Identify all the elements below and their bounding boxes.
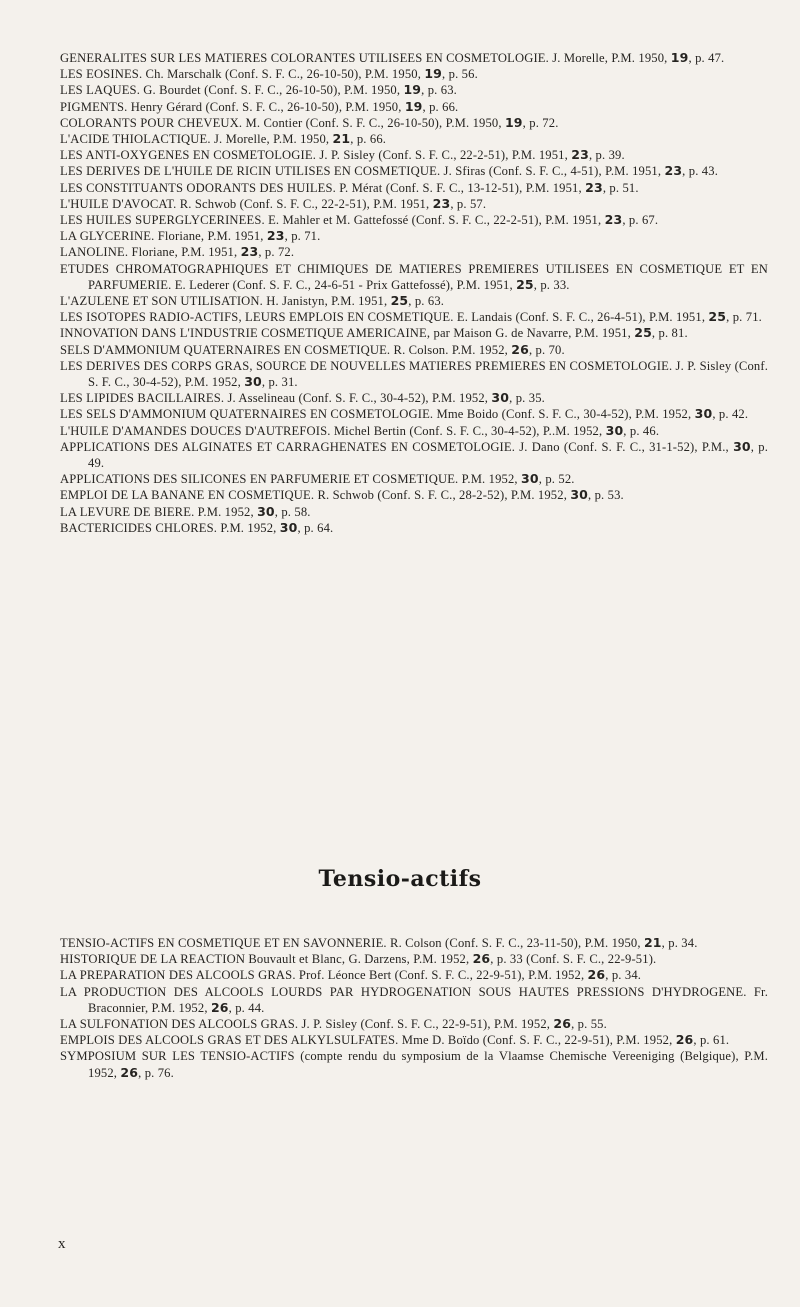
bibliography-entry: EMPLOIS DES ALCOOLS GRAS ET DES ALKYLSULFATES. Mme D. Boïdo (Conf. S. F. C., 22-9-51), P.M. 1952, 26, p. 61. <box>60 1032 730 1048</box>
bibliography-entry: LES LIPIDES BACILLAIRES. J. Asselineau (Conf. S. F. C., 30-4-52), P.M. 1952, 30, p. 35. <box>60 390 545 406</box>
bibliography-entry: LES DERIVES DES CORPS GRAS, SOURCE DE NOUVELLES MATIERES PREMIERES EN COSMETOLOGIE. J. P. Sisley (Conf. S. F. C., 30-4-52), P.M. 1952, 30, p. 31. <box>60 358 768 390</box>
volume-number: 30 <box>605 422 624 438</box>
page-folio: x <box>58 1236 67 1252</box>
bibliography-entry: PIGMENTS. Henry Gérard (Conf. S. F. C., 26-10-50), P.M. 1950, 19, p. 66. <box>60 98 459 114</box>
volume-number: 19 <box>403 82 422 98</box>
volume-number: 30 <box>244 374 262 390</box>
bibliography-entry: LA LEVURE DE BIERE. P.M. 1952, 30, p. 58. <box>60 503 311 519</box>
bibliography-entry: L'HUILE D'AMANDES DOUCES D'AUTREFOIS. Michel Bertin (Conf. S. F. C., 30-4-52), P..M. 1952, 30, p. 46. <box>60 422 660 438</box>
volume-number: 19 <box>424 66 443 82</box>
bibliography-entry: SYMPOSIUM SUR LES TENSIO-ACTIFS (compte rendu du symposium de la Vlaamse Chemische Vereeniging (Belgique), P.M. 1952, 26, p. 76. <box>60 1049 768 1080</box>
bibliography-entry: LES SELS D'AMMONIUM QUATERNAIRES EN COSMETOLOGIE. Mme Boido (Conf. S. F. C., 30-4-52), P.M. 1952, 30, p. 42. <box>60 406 749 422</box>
bibliography-entry: LES CONSTITUANTS ODORANTS DES HUILES. P. Mérat (Conf. S. F. C., 13-12-51), P.M. 1951, 23, p. 51. <box>60 179 639 195</box>
bibliography-entry: LA PRODUCTION DES ALCOOLS LOURDS PAR HYDROGENATION SOUS HAUTES PRESSIONS D'HYDROGENE. Fr. Braconnier, P.M. 1952, 26, p. 44. <box>60 984 768 1015</box>
volume-number: 21 <box>643 935 662 950</box>
volume-number: 23 <box>585 179 603 195</box>
volume-number: 30 <box>521 471 539 487</box>
bibliography-entry: LES EOSINES. Ch. Marschalk (Conf. S. F. C., 26-10-50), P.M. 1950, 19, p. 56. <box>60 66 478 82</box>
volume-number: 30 <box>279 519 298 535</box>
bibliography-entry: LANOLINE. Floriane, P.M. 1951, 23, p. 72. <box>60 244 295 260</box>
volume-number: 30 <box>491 390 510 406</box>
bibliography-entry: LES LAQUES. G. Bourdet (Conf. S. F. C., 26-10-50), P.M. 1950, 19, p. 63. <box>60 82 457 98</box>
bibliography-entry: L'ACIDE THIOLACTIQUE. J. Morelle, P.M. 1950, 21, p. 66. <box>60 131 387 147</box>
bibliography-entry: EMPLOI DE LA BANANE EN COSMETIQUE. R. Schwob (Conf. S. F. C., 28-2-52), P.M. 1952, 30, p. 53. <box>60 487 624 503</box>
volume-number: 23 <box>432 195 451 211</box>
volume-number: 26 <box>120 1064 139 1080</box>
bibliography-entry: LES DERIVES DE L'HUILE DE RICIN UTILISES EN COSMETIQUE. J. Sfiras (Conf. S. F. C., 4-51), P.M. 1951, 23, p. 43. <box>60 163 719 179</box>
bibliography-entry: APPLICATIONS DES SILICONES EN PARFUMERIE ET COSMETIQUE. P.M. 1952, 30, p. 52. <box>60 471 575 487</box>
volume-number: 23 <box>266 228 285 244</box>
bibliography-entry: L'AZULENE ET SON UTILISATION. H. Janistyn, P.M. 1951, 25, p. 63. <box>60 293 445 309</box>
volume-number: 26 <box>675 1032 694 1048</box>
volume-number: 21 <box>332 131 351 147</box>
volume-number: 25 <box>708 309 727 325</box>
volume-number: 25 <box>390 293 409 309</box>
volume-number: 30 <box>694 406 713 422</box>
bibliography-entry: LES ISOTOPES RADIO-ACTIFS, LEURS EMPLOIS EN COSMETIQUE. E. Landais (Conf. S. F. C., 26-4-51), P.M. 1951, 25, p. 71. <box>60 309 762 325</box>
bibliography-entry: ETUDES CHROMATOGRAPHIQUES ET CHIMIQUES DE MATIERES PREMIERES UTILISEES EN COSMETIQUE ET EN PARFUMERIE. E. Lederer (Conf. S. F. C., 24-6-51 - Prix Gattefossé), P.M. 1951, 25, p. 33. <box>60 261 768 292</box>
section-heading: Tensio-actifs <box>318 866 482 892</box>
bibliography-list-tensio-actifs <box>60 935 768 1081</box>
bibliography-entry: BACTERICIDES CHLORES. P.M. 1952, 30, p. 64. <box>60 519 334 535</box>
bibliography-entry: LA PREPARATION DES ALCOOLS GRAS. Prof. Léonce Bert (Conf. S. F. C., 22-9-51), P.M. 1952, 26, p. 34. <box>60 967 642 983</box>
volume-number: 23 <box>571 147 589 163</box>
bibliography-entry: LES HUILES SUPERGLYCERINEES. E. Mahler et M. Gattefossé (Conf. S. F. C., 22-2-51), P.M. 1951, 23, p. 67. <box>60 212 659 228</box>
bibliography-entry: SELS D'AMMONIUM QUATERNAIRES EN COSMETIQUE. R. Colson. P.M. 1952, 26, p. 70. <box>60 341 565 357</box>
volume-number: 23 <box>604 212 623 228</box>
bibliography-entry: INNOVATION DANS L'INDUSTRIE COSMETIQUE AMERICAINE, par Maison G. de Navarre, P.M. 1951, 25, p. 81. <box>60 325 688 341</box>
volume-number: 25 <box>634 325 652 341</box>
bibliography-entry: COLORANTS POUR CHEVEUX. M. Contier (Conf. S. F. C., 26-10-50), P.M. 1950, 19, p. 72. <box>60 114 559 130</box>
volume-number: 19 <box>504 114 523 130</box>
bibliography-entry: HISTORIQUE DE LA REACTION Bouvault et Blanc, G. Darzens, P.M. 1952, 26, p. 33 (Conf. S. F. C., 22-9-51). <box>60 951 657 967</box>
volume-number: 26 <box>553 1016 572 1032</box>
volume-number: 26 <box>511 341 529 357</box>
volume-number: 30 <box>570 487 589 503</box>
volume-number: 26 <box>210 999 229 1015</box>
volume-number: 30 <box>257 503 275 519</box>
volume-number: 26 <box>587 967 606 983</box>
bibliography-entry: LES ANTI-OXYGENES EN COSMETOLOGIE. J. P. Sisley (Conf. S. F. C., 22-2-51), P.M. 1951, 23, p. 39. <box>60 147 625 163</box>
volume-number: 19 <box>670 50 689 65</box>
volume-number: 25 <box>516 276 534 292</box>
volume-number: 23 <box>664 163 683 179</box>
bibliography-list-colorants <box>60 50 768 536</box>
volume-number: 30 <box>733 438 751 454</box>
volume-number: 26 <box>472 951 491 967</box>
volume-number: 23 <box>240 244 259 260</box>
bibliography-entry: APPLICATIONS DES ALGINATES ET CARRAGHENATES EN COSMETOLOGIE. J. Dano (Conf. S. F. C., 31-1-52), P.M., 30, p. 49. <box>60 438 769 471</box>
bibliography-entry: TENSIO-ACTIFS EN COSMETIQUE ET EN SAVONNERIE. R. Colson (Conf. S. F. C., 23-11-50), P.M. 1950, 21, p. 34. <box>60 935 698 950</box>
bibliography-entry: L'HUILE D'AVOCAT. R. Schwob (Conf. S. F. C., 22-2-51), P.M. 1951, 23, p. 57. <box>60 195 487 211</box>
bibliography-entry: LA SULFONATION DES ALCOOLS GRAS. J. P. Sisley (Conf. S. F. C., 22-9-51), P.M. 1952, 26, p. 55. <box>60 1016 607 1032</box>
bibliography-entry: GENERALITES SUR LES MATIERES COLORANTES UTILISEES EN COSMETOLOGIE. J. Morelle, P.M. 1950, 19, p. 47. <box>60 50 725 65</box>
bibliography-entry: LA GLYCERINE. Floriane, P.M. 1951, 23, p. 71. <box>60 228 321 244</box>
volume-number: 19 <box>404 98 423 114</box>
